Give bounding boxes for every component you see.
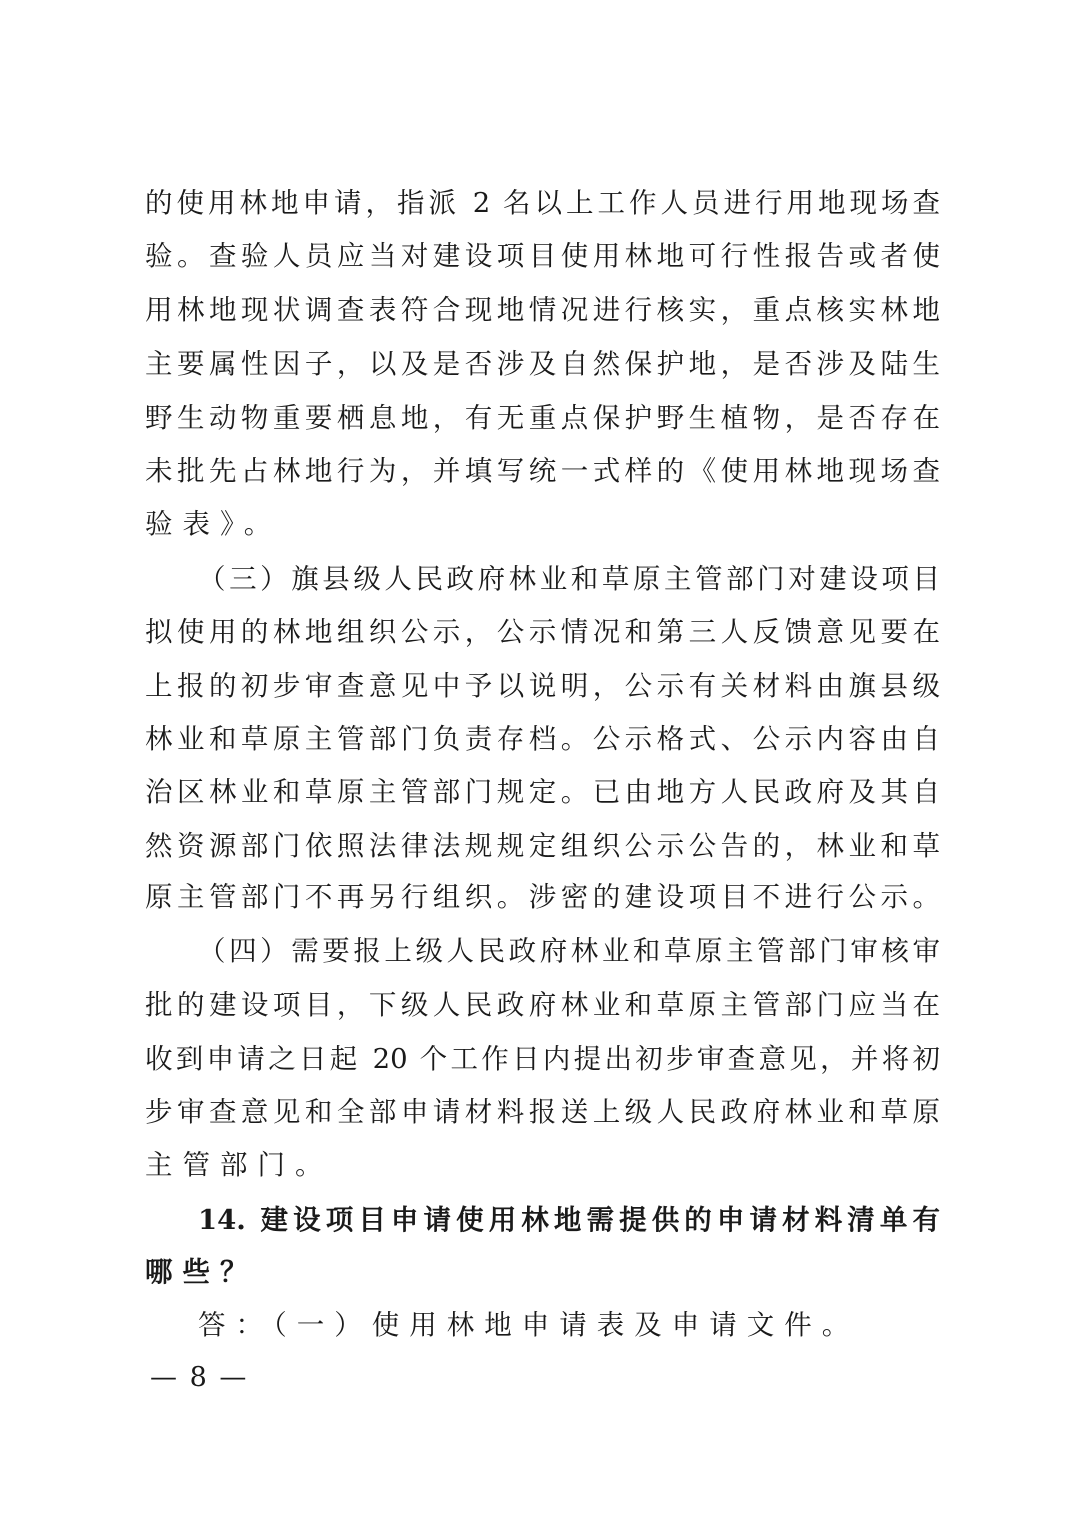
paragraph-line: 验。查验人员应当对建设项目使用林地可行性报告或者使 [145, 240, 940, 272]
paragraph-line: 收到申请之日起 20 个工作日内提出初步审查意见，并将初 [145, 1043, 940, 1075]
page-number: — 8 — [150, 1362, 249, 1393]
paragraph-line: 未批先占林地行为，并填写统一式样的《使用林地现场查 [145, 455, 940, 487]
paragraph-line: 拟使用的林地组织公示，公示情况和第三人反馈意见要在 [145, 616, 940, 648]
paragraph-line: 然资源部门依照法律法规规定组织公示公告的，林业和草 [145, 830, 940, 862]
paragraph-line: 主要属性因子，以及是否涉及自然保护地，是否涉及陆生 [145, 348, 940, 380]
paragraph-line: 验表》。 [145, 508, 282, 540]
paragraph-line: （四）需要报上级人民政府林业和草原主管部门审核审 [198, 935, 940, 967]
paragraph-line: 原主管部门不再另行组织。涉密的建设项目不进行公示。 [145, 881, 940, 913]
paragraph-line: 野生动物重要栖息地，有无重点保护野生植物，是否存在 [145, 402, 940, 434]
paragraph-line: 主管部门。 [145, 1149, 333, 1181]
paragraph-line: 用林地现状调查表符合现地情况进行核实，重点核实林地 [145, 294, 940, 326]
question-heading: 哪些？ [145, 1256, 258, 1288]
paragraph-line: 步审查意见和全部申请材料报送上级人民政府林业和草原 [145, 1096, 940, 1128]
answer-line: 答：（一）使用林地申请表及申请文件。 [198, 1309, 860, 1341]
paragraph-line: （三）旗县级人民政府林业和草原主管部门对建设项目 [198, 563, 940, 595]
paragraph-line: 的使用林地申请，指派 2 名以上工作人员进行用地现场查 [145, 187, 940, 219]
paragraph-line: 上报的初步审查意见中予以说明，公示有关材料由旗县级 [145, 670, 940, 702]
question-heading: 14. 建设项目申请使用林地需提供的申请材料清单有 [198, 1204, 940, 1236]
paragraph-line: 批的建设项目，下级人民政府林业和草原主管部门应当在 [145, 989, 940, 1021]
paragraph-line: 林业和草原主管部门负责存档。公示格式、公示内容由自 [145, 723, 940, 755]
paragraph-line: 治区林业和草原主管部门规定。已由地方人民政府及其自 [145, 776, 940, 808]
